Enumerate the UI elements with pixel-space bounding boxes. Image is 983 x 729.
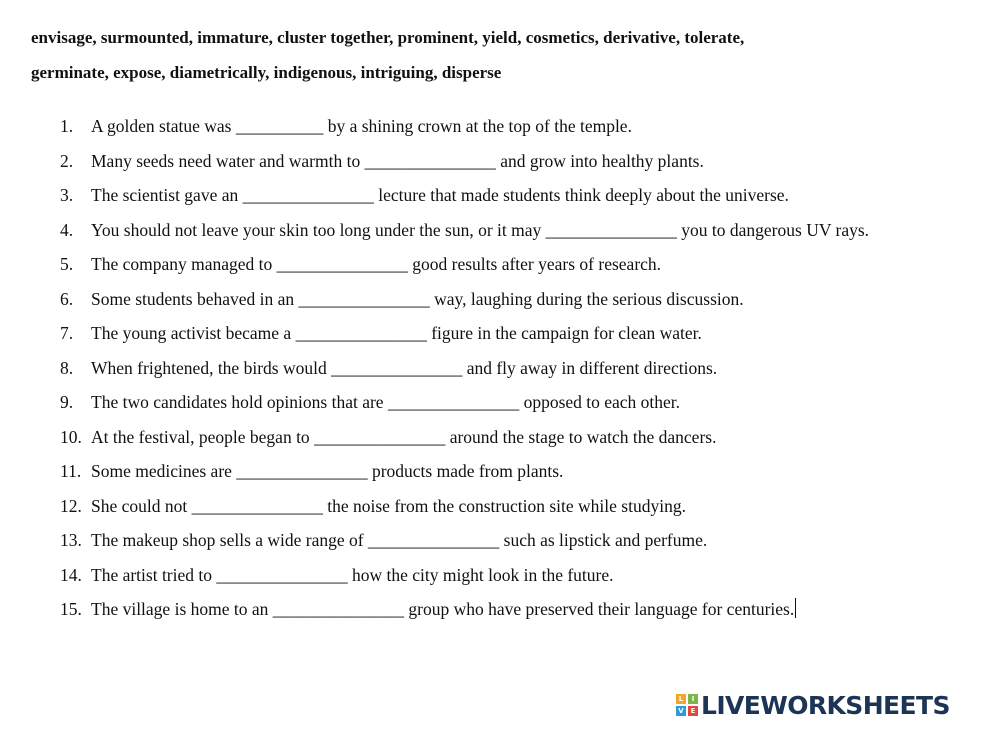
question-number: 1. [60,116,74,136]
question-item [0,385,983,420]
question-number: 14. [60,564,82,585]
question-item [0,213,913,248]
question-number: 11. [60,461,82,481]
question-item [0,454,983,489]
question-text-after: lecture that made students think deeply about the universe. [373,185,789,205]
answer-blank[interactable]: _______________ [314,426,446,447]
logo-tile: E [688,706,698,716]
question-text-after: the noise from the construction site while studying. [322,495,686,516]
answer-blank[interactable]: _______________ [387,392,520,412]
question-number: 15. [60,599,82,619]
question-text-before: A golden statue was [91,116,236,136]
question-number: 2. [60,150,74,171]
question-item [0,247,983,282]
answer-blank[interactable]: _______________ [216,564,348,585]
question-item [0,489,983,524]
word-bank-line-2: germinate, expose, diametrically, indigenous, intriguing, disperse [31,63,502,82]
answer-blank[interactable]: _______________ [242,185,374,205]
question-text-before: You should not leave your skin too long under the sun, or it may [91,219,546,240]
question-text-before: Some students behaved in an [91,288,299,309]
answer-blank[interactable]: _______________ [191,495,323,516]
answer-blank[interactable]: __________ [235,116,324,136]
question-number: 3. [60,185,74,205]
question-text-before: The two candidates hold opinions that are [91,392,388,412]
question-text-after: products made from plants. [367,461,564,481]
answer-blank[interactable]: _______________ [272,599,405,619]
question-item [0,558,983,593]
question-number: 8. [60,357,74,378]
question-text-before: She could not [91,495,192,516]
question-text-before: The scientist gave an [91,185,243,205]
logo-tile: I [688,694,698,704]
word-bank-line-1: envisage, surmounted, immature, cluster together, prominent, yield, cosmetics, derivative, tolerate, [31,28,745,47]
question-item [0,144,983,179]
question-text-before: At the festival, people began to [91,426,315,447]
word-bank [31,20,931,90]
answer-blank[interactable]: _______________ [331,357,463,378]
question-number: 9. [60,392,74,412]
question-number: 13. [60,530,82,550]
question-number: 7. [60,323,74,343]
answer-blank[interactable]: _______________ [545,219,677,240]
question-number: 4. [60,219,74,240]
logo-tiles-icon [676,694,698,716]
logo-tile: V [676,706,686,716]
question-text-before: Some medicines are [91,461,237,481]
question-item [0,282,983,317]
question-text-before: When frightened, the birds would [91,357,332,378]
question-number: 10. [60,426,82,447]
question-number: 6. [60,288,74,309]
question-text-before: The village is home to an [91,599,273,619]
question-item [0,178,983,213]
question-item [0,420,983,455]
answer-blank[interactable]: _______________ [368,530,500,550]
question-item [0,523,983,558]
question-text-after: and grow into healthy plants. [495,150,704,171]
question-list [0,109,983,627]
question-text-after: opposed to each other. [519,392,681,412]
question-text-before: Many seeds need water and warmth to [91,150,365,171]
question-text-after: such as lipstick and perfume. [499,530,708,550]
question-text-after: and fly away in different directions. [462,357,718,378]
logo-text: LIVEWORKSHEETS [701,690,950,720]
question-item [0,109,983,144]
question-item [0,316,983,351]
answer-blank[interactable]: _______________ [236,461,368,481]
question-item [0,351,983,386]
question-item [0,592,983,627]
question-text-after: good results after years of research. [407,254,662,274]
question-text-after: figure in the campaign for clean water. [426,323,702,343]
question-text-after: around the stage to watch the dancers. [445,426,717,447]
answer-blank[interactable]: _______________ [295,323,427,343]
question-text-before: The company managed to [91,254,277,274]
answer-blank[interactable]: _______________ [364,150,496,171]
answer-blank[interactable]: _______________ [276,254,408,274]
logo-tile: L [676,694,686,704]
question-text-before: The makeup shop sells a wide range of [91,530,369,550]
question-text-after: you to dangerous UV rays. [676,219,870,240]
question-number: 12. [60,495,82,516]
question-text-after: how the city might look in the future. [347,564,614,585]
text-cursor [795,598,796,618]
question-text-after: by a shining crown at the top of the temple. [323,116,632,136]
question-text-before: The artist tried to [91,564,217,585]
answer-blank[interactable]: _______________ [298,288,430,309]
question-text-before: The young activist became a [91,323,296,343]
question-text-after: way, laughing during the serious discussion. [429,288,744,309]
question-number: 5. [60,254,74,274]
liveworksheets-logo [676,688,950,722]
question-text-after: group who have preserved their language for centuries. [404,599,795,619]
